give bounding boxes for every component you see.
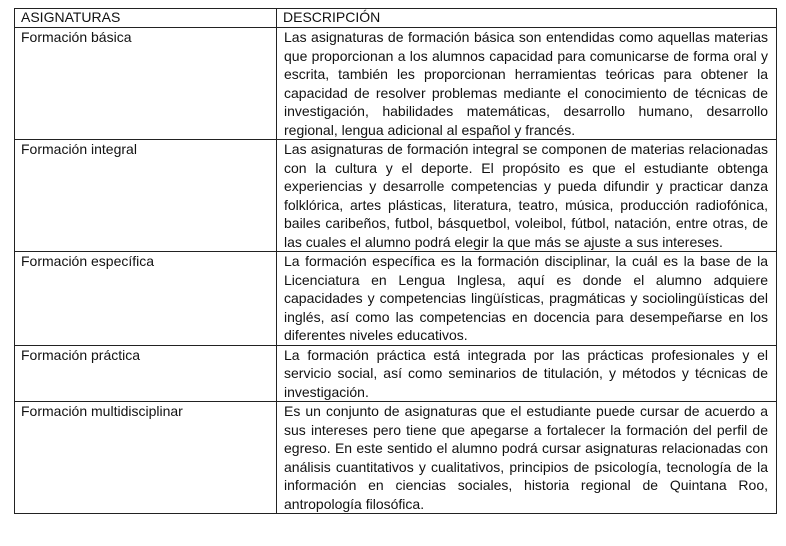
subject-description: Es un conjunto de asignaturas que el estudiante puede cursar de acuerdo a sus intereses pero tiene que apegarse a fortalecer la formación del perfil de egreso. En este sentido el alumno podrá cursar asignaturas relacionadas con análisis cuantitativos y cualitativos, principios de psicología, tecnología de la información en ciencias sociales, historia regional de Quintana Roo, antropología filosófica. <box>277 402 777 514</box>
subject-name: Formación integral <box>15 140 277 252</box>
header-row <box>15 9 777 28</box>
subject-description: La formación específica es la formación disciplinar, la cuál es la base de la Licenciatura en Lengua Inglesa, aquí es donde el alumno adquiere capacidades y competencias lingüísticas, pragmáticas y sociolingüísticas del inglés, así como las competencias en docencia para desempeñarse en los diferentes niveles educativos. <box>277 252 777 346</box>
subject-description: Las asignaturas de formación básica son entendidas como aquellas materias que proporcionan a los alumnos capacidad para comunicarse de forma oral y escrita, también les proporcionan herramientas teóricas para obtener la capacidad de resolver problemas mediante el conocimiento de técnicas de investigación, habilidades matemáticas, desarrollo humano, desarrollo regional, lengua adicional al español y francés. <box>277 28 777 140</box>
header-description: DESCRIPCIÓN <box>277 9 777 28</box>
subject-name: Formación básica <box>15 28 277 140</box>
table-row <box>15 252 777 346</box>
table-row <box>15 402 777 514</box>
header-subjects: ASIGNATURAS <box>15 9 277 28</box>
table-row <box>15 345 777 402</box>
table-row <box>15 140 777 252</box>
subject-description: La formación práctica está integrada por las prácticas profesionales y el servicio social, así como seminarios de titulación, y métodos y técnicas de investigación. <box>277 345 777 402</box>
subject-description: Las asignaturas de formación integral se componen de materias relacionadas con la cultura y el deporte. El propósito es que el estudiante obtenga experiencias y desarrolle competencias y pueda difundir y practicar danza folklórica, artes plásticas, literatura, teatro, música, producción radiofónica, bailes caribeños, futbol, básquetbol, voleibol, fútbol, natación, entre otras, de las cuales el alumno podrá elegir la que más se ajuste a sus intereses. <box>277 140 777 252</box>
subjects-table <box>14 8 777 514</box>
subject-name: Formación multidisciplinar <box>15 402 277 514</box>
subject-name: Formación específica <box>15 252 277 346</box>
subject-name: Formación práctica <box>15 345 277 402</box>
table-row <box>15 28 777 140</box>
